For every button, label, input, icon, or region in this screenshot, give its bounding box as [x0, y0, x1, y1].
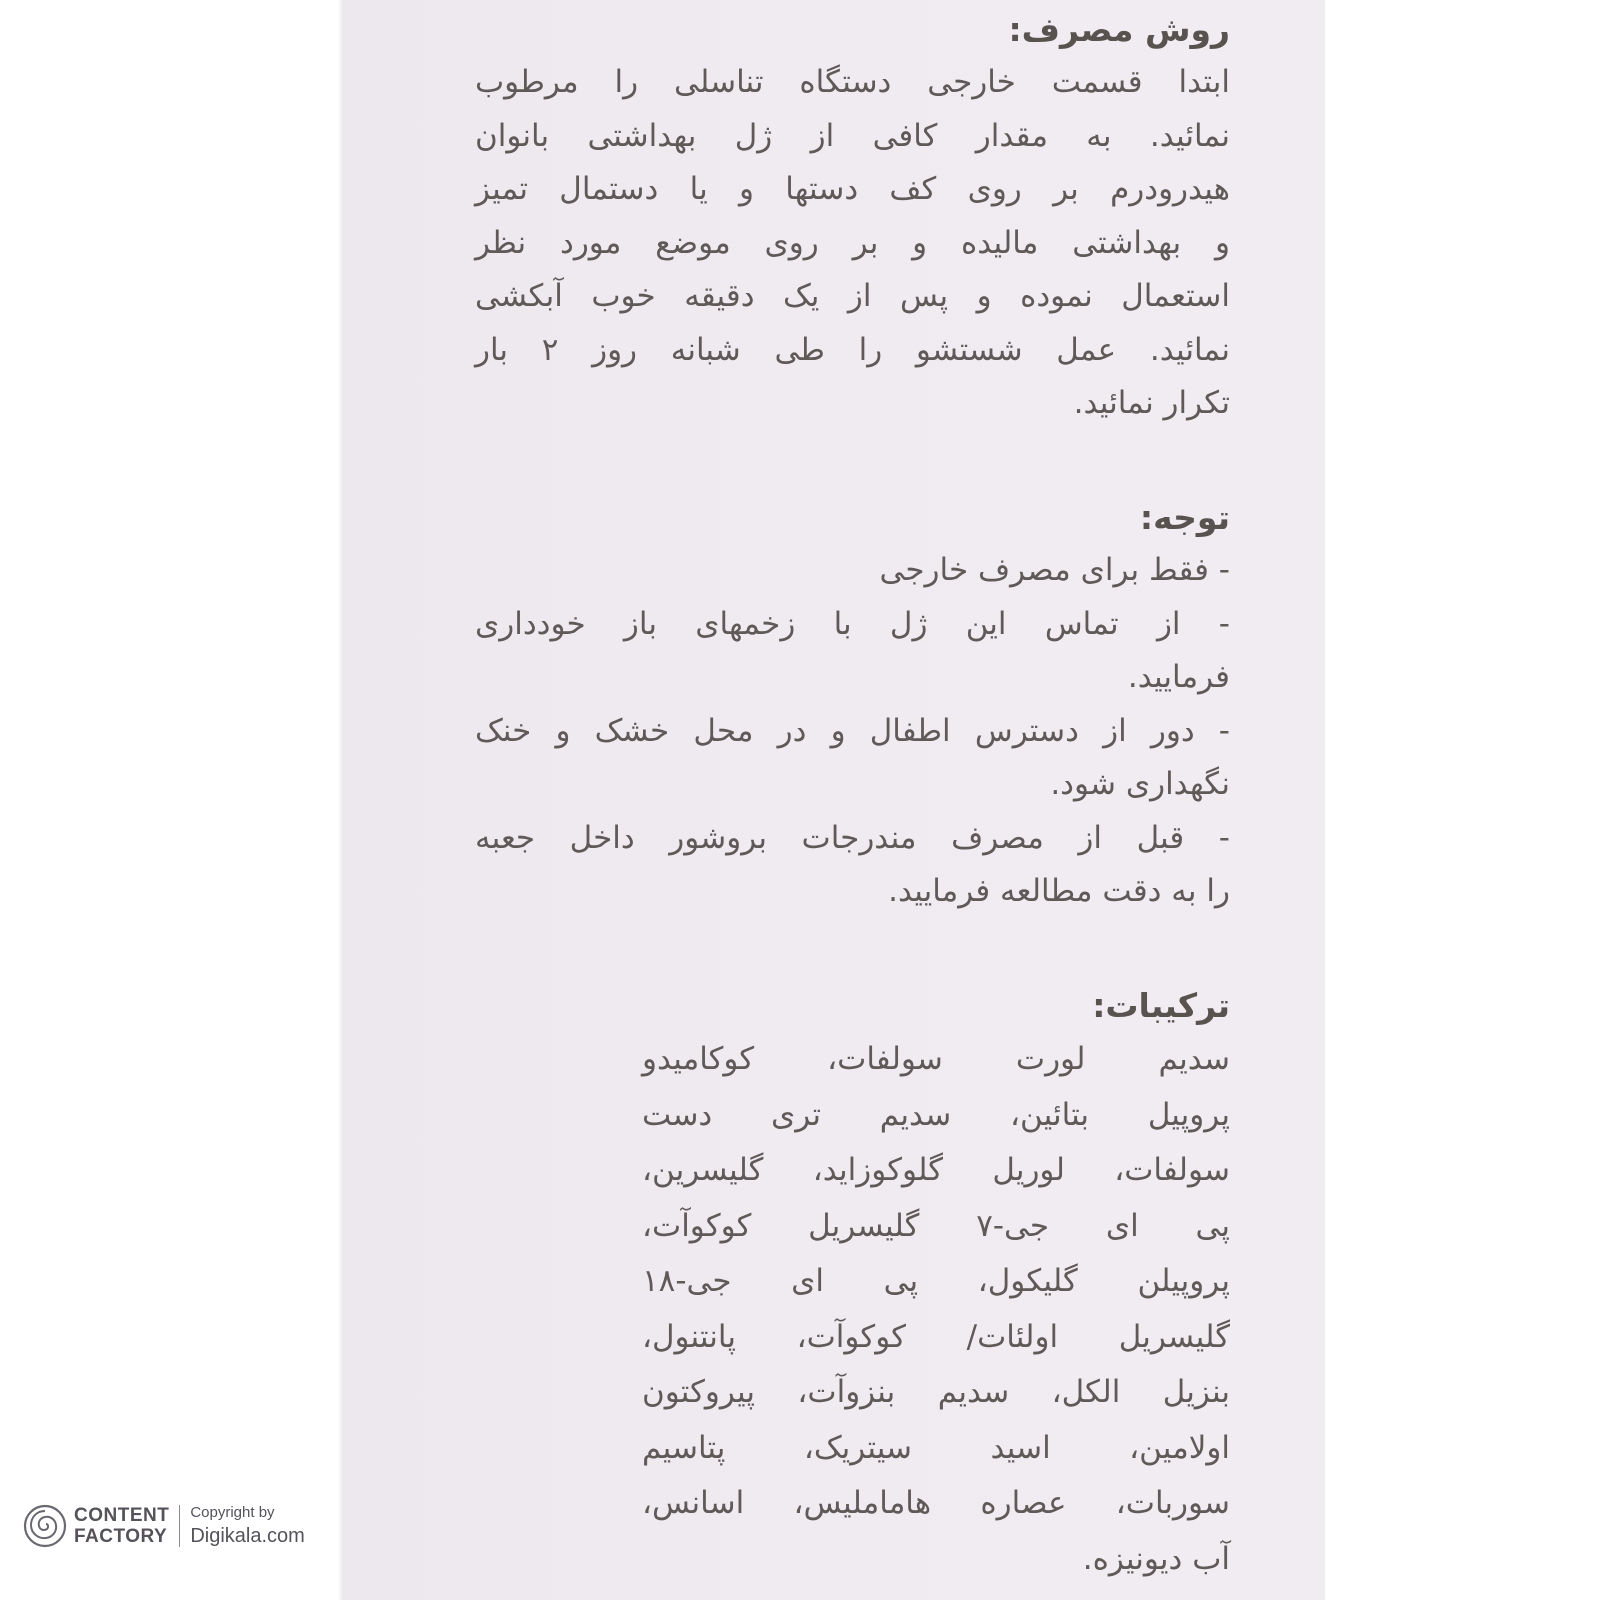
notes-line: را به دقت مطالعه فرمایید.	[888, 873, 1230, 909]
ingredients-line: بنزیل الکل، سدیم بنزوآت، پیروکتون	[642, 1374, 1230, 1410]
usage-heading: روش مصرف:	[1008, 10, 1230, 49]
content-factory-watermark	[22, 1496, 305, 1556]
ingredients-section	[470, 980, 1230, 1587]
notes-line: - از تماس این ژل با زخمهای باز خودداری	[475, 605, 1230, 642]
credit-label: Copyright by	[190, 1504, 275, 1521]
ingredients-line: سدیم لورت سولفات، کوکامیدو	[642, 1041, 1230, 1077]
ingredients-line: سوربات، عصاره هاماملیس، اسانس،	[642, 1485, 1230, 1521]
ingredients-line: پروپیلن گلیکول، پی ای جی-۱۸	[642, 1263, 1230, 1299]
ingredients-line: پی ای جی-۷ گلیسریل کوکوآت،	[642, 1207, 1230, 1244]
spiral-logo-icon	[22, 1503, 68, 1549]
brand-line-1: CONTENT	[74, 1505, 170, 1526]
notes-line: فرمایید.	[1127, 659, 1230, 695]
usage-line: نمائید. عمل شستشو را طی شبانه روز ۲ بار	[475, 331, 1230, 368]
notes-heading: توجه:	[1139, 498, 1230, 537]
notes-section	[475, 492, 1230, 919]
brand-wordmark	[74, 1505, 180, 1547]
ingredients-line: اولامین، اسید سیتریک، پتاسیم	[642, 1429, 1230, 1466]
ingredients-line: گلیسریل اولئات/ کوکوآت، پانتنول،	[642, 1318, 1230, 1355]
usage-line: استعمال نموده و پس از یک دقیقه خوب آبکشی	[475, 278, 1230, 314]
usage-section	[475, 4, 1230, 431]
usage-line: نمائید. به مقدار کافی از ژل بهداشتی بانوان	[475, 117, 1230, 154]
ingredients-heading: ترکیبات:	[1092, 986, 1230, 1025]
notes-line: - قبل از مصرف مندرجات بروشور داخل جعبه	[475, 819, 1230, 856]
ingredients-line: پروپیل بتائین، سدیم تری دست	[642, 1096, 1230, 1133]
notes-line: - فقط برای مصرف خارجی	[879, 552, 1230, 588]
usage-line: هیدرودرم بر روی کف دستها و یا دستمال تمیز	[475, 171, 1230, 207]
ingredients-line: آب دیونیزه.	[1082, 1540, 1230, 1577]
usage-line: و بهداشتی مالیده و بر روی موضع مورد نظر	[475, 224, 1230, 261]
copyright-credit	[180, 1503, 304, 1549]
usage-line: تکرار نمائید.	[1073, 385, 1230, 421]
notes-line: نگهداری شود.	[1050, 766, 1230, 802]
notes-line: - دور از دسترس اطفال و در محل خشک و خنک	[475, 712, 1230, 749]
usage-line: ابتدا قسمت خارجی دستگاه تناسلی را مرطوب	[475, 64, 1230, 100]
ingredients-line: سولفات، لوریل گلوکوزاید، گلیسرین،	[642, 1152, 1230, 1188]
ingredients-list	[642, 1032, 1230, 1587]
credit-site: Digikala.com	[190, 1525, 305, 1547]
brand-line-2: FACTORY	[74, 1526, 168, 1547]
